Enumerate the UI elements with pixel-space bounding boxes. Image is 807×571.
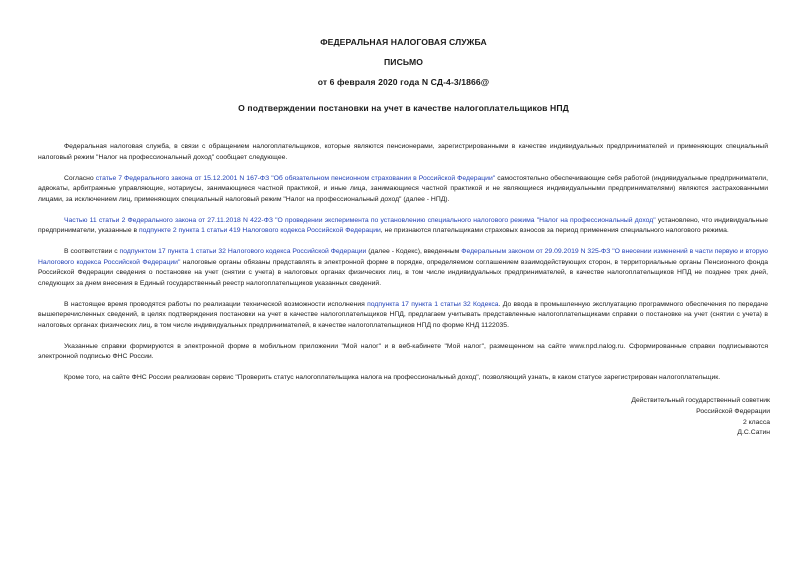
paragraph-4	[38, 247, 768, 289]
law-167-fz-article-7-link[interactable]: статье 7 Федерального закона от 15.12.2001 N 167-ФЗ "Об обязательном пенсионном страховании в Российской Федерации"	[95, 174, 496, 182]
paragraph-2	[38, 174, 768, 206]
signatory-name: Д.С.Сатин	[737, 429, 770, 437]
paragraph-4-text-c: налоговые органы обязаны представлять в электронной форме в порядке, определяемом соглашением взаимодействующих сторон, в территориальные органы Пенсионного фонда Российской Федерации сведения о постановке на учет (снятии с учета) в налоговых органах физических лиц, в том числе индивидуальных предпринимателей, в качестве налогоплательщиков НПД не позднее трех дней, следующих за днем внесения в Единый государственный реестр налогоплательщиков указанных сведений.	[38, 258, 768, 287]
paragraph-1: Федеральная налоговая служба, в связи с обращением налогоплательщиков, которые являются пенсионерами, зарегистрированными в качестве индивидуальных предпринимателей и применяющих специальный налоговый режим "Налог на профессиональный доход" сообщает следующее.	[38, 143, 768, 161]
signature-block	[631, 396, 770, 439]
paragraph-2-text-b: самостоятельно обеспечивающие себя работой (индивидуальные предприниматели, адвокаты, арбитражные управляющие, нотариусы, занимающиеся частной практикой, и иные лица, занимающиеся частной практикой и не являющиеся индивидуальными предпринимателями) являются застрахованными лицами, за исключением лиц, применяющих специальный налоговый режим "Налог на профессиональный доход" (далее - НПД).	[38, 174, 768, 203]
paragraph-4-text-a: В соответствии с	[64, 248, 120, 255]
paragraph-3	[38, 216, 768, 237]
document-date-number: от 6 февраля 2020 года N СД-4-3/1866@	[317, 77, 490, 87]
paragraph-3-text-a: установлено, что индивидуальные предприниматели, указанные в	[38, 216, 768, 234]
law-325-fz-link[interactable]: Федеральным законом от 29.09.2019 N 325-ФЗ "О внесении изменений в части первую и вторую Налогового кодекса Российской Федерации"	[38, 248, 769, 266]
document-subject: О подтверждении постановки на учет в качестве налогоплательщиков НПД	[238, 103, 569, 113]
tax-code-article-32-link[interactable]: подпунктом 17 пункта 1 статьи 32 Налогового кодекса Российской Федерации	[119, 248, 367, 255]
code-article-32-link[interactable]: подпункта 17 пункта 1 статьи 32 Кодекса	[367, 300, 499, 308]
law-422-fz-article-2-link[interactable]: Частью 11 статьи 2 Федерального закона от 27.11.2018 N 422-ФЗ "О проведении эксперимента по установлению специального налогового режима "Налог на профессиональный доход"	[64, 216, 656, 224]
agency-title: ФЕДЕРАЛЬНАЯ НАЛОГОВАЯ СЛУЖБА	[320, 37, 487, 47]
signature-rank-line-3: 2 класса	[742, 418, 770, 426]
paragraph-6: Указанные справки формируются в электронной форме в мобильном приложении "Мой налог" и в веб-кабинете "Мой налог", размещенном на сайте www.npd.nalog.ru. Сформированные справки подписываются электронной подписью ФНС России.	[38, 342, 768, 360]
paragraph-7: Кроме того, на сайте ФНС России реализован сервис "Проверить статус налогоплательщика налога на профессиональный доход", позволяющий узнать, в каком статусе зарегистрирован налогоплательщик.	[64, 374, 721, 381]
paragraph-3-text-b: , не признаются плательщиками страховых взносов за период применения специального налогового режима.	[380, 227, 729, 234]
paragraph-2-text-a: Согласно	[64, 174, 96, 182]
paragraph-4-text-b: (далее - Кодекс), введенным	[366, 248, 462, 255]
signature-rank-line-2: Российской Федерации	[696, 407, 770, 415]
paragraph-5-text-b: . До ввода в промышленную эксплуатацию программного обеспечения по передаче вышеперечисленных сведений, в целях подтверждения постановки на учет в качестве налогоплательщиков НПД, предлагаем учитывать представленные налогоплательщиками справки о постановке на учет (снятии с учета) в налоговых органах физических лиц, в том числе индивидуальных предпринимателей, в качестве налогоплательщиков НПД по форме КНД 1122035.	[38, 300, 768, 329]
paragraph-5-text-a: В настоящее время проводятся работы по реализации технической возможности исполнения	[64, 300, 368, 308]
paragraph-5	[38, 300, 768, 332]
document-body	[38, 142, 768, 394]
document-type: ПИСЬМО	[384, 57, 423, 67]
tax-code-article-419-link[interactable]: подпункте 2 пункта 1 статьи 419 Налогового кодекса Российской Федерации	[138, 227, 381, 234]
signature-rank-line-1: Действительный государственный советник	[631, 397, 770, 404]
